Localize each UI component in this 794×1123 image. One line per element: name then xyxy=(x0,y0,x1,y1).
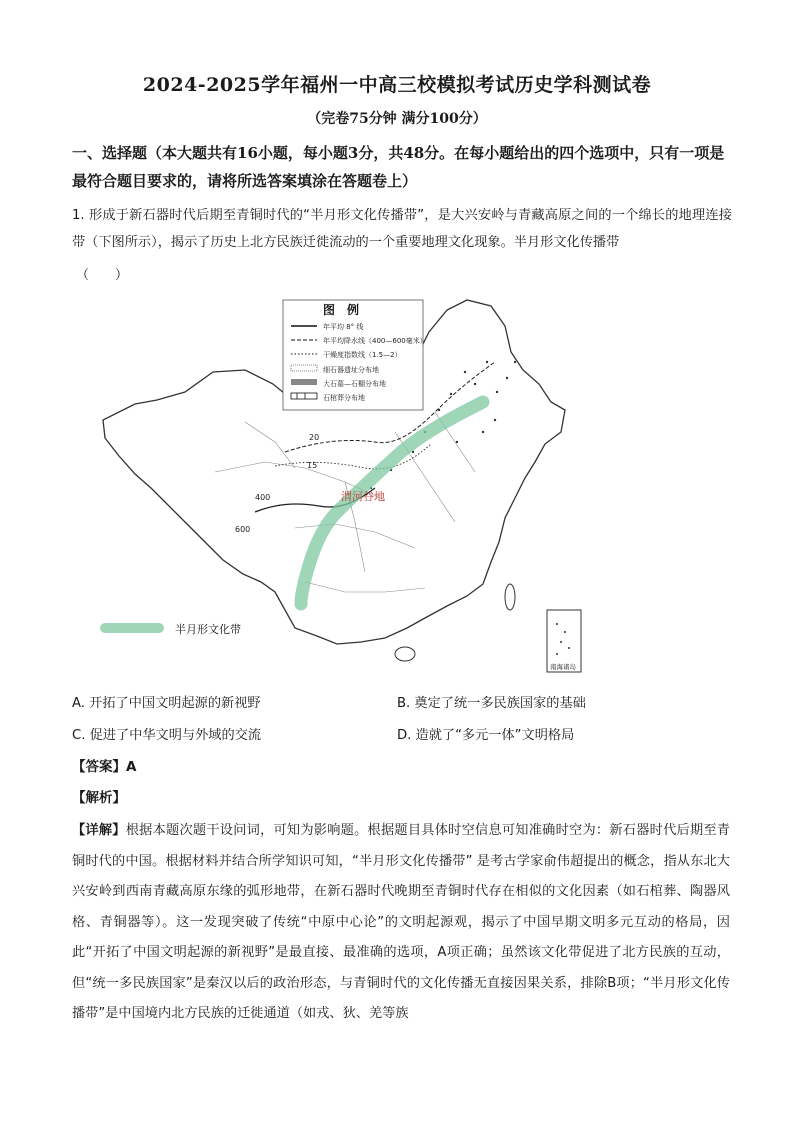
inset-label: 南海诸岛 xyxy=(550,663,576,671)
legend-item-4: 细石器遗址分布地 xyxy=(323,366,379,374)
legend-item-5: 大石墓—石棚分布地 xyxy=(323,380,386,388)
isoline-label-20: 20 xyxy=(309,433,320,442)
detail-text: 根据本题次题干设问词，可知为影响题。根据题目具体时空信息可知准确时空为：新石器时代后期至青铜时代的中国。根据材料并结合所学知识可知，“半月形文化传播带” 是考古学家俞伟超提出的概念，指从东北大兴安岭到西南青藏高原东缘的弧形地带，在新石器时代晚期至青铜时代存在相似的文化因素（如石棺葬、陶器风格、青铜器等）。这一发现突破了传统“中原中心论”的文明起源观，揭示了中国早期文明多元互动的格局，因此“开拓了中国文明起源的新视野”是最直接、最准确的选项，A项正确；虽然该文化带促进了北方民族的互动，但“统一多民族国家”是秦汉以后的政治形态，与青铜时代的文化传播无直接因果关系，排除B项；“半月形文化传播带”是中国境内北方民族的迁徙通道（如戎、狄、羌等族 xyxy=(72,823,730,1021)
legend-title: 图 例 xyxy=(323,303,360,317)
option-a[interactable]: A. 开拓了中国文明起源的新视野 xyxy=(72,696,261,711)
isoline-label-400: 400 xyxy=(255,493,271,502)
exam-title: 2024-2025学年福州一中高三校模拟考试历史学科测试卷 xyxy=(142,74,652,96)
region-label-weihe: 渭河谷地 xyxy=(341,490,385,503)
half-moon-band xyxy=(301,402,483,604)
taiwan-island xyxy=(505,584,515,610)
isoline-label-600: 600 xyxy=(235,525,251,534)
question-1-stem: 1. 形成于新石器时代后期至青铜时代的“半月形文化传播带”，是大兴安岭与青藏高原之间的一个绵长的地理连接带（下图所示），揭示了历史上北方民族迁徙流动的一个重要地理文化现象。半月形文化传播带 xyxy=(72,208,732,250)
isoline-label-15: 15 xyxy=(307,461,318,470)
detail-label: 【详解】 xyxy=(72,823,126,838)
band-legend-swatch xyxy=(100,623,164,633)
exam-subtitle: （完卷75分钟 满分100分） xyxy=(307,111,487,127)
option-d[interactable]: D. 造就了“多元一体”文明格局 xyxy=(397,728,575,743)
band-legend-label: 半月形文化带 xyxy=(175,623,241,636)
answer-line: 【答案】A xyxy=(72,759,137,775)
option-b[interactable]: B. 奠定了统一多民族国家的基础 xyxy=(397,696,586,711)
answer-blank: （ ） xyxy=(76,268,129,283)
legend-item-1: 年平均 8° 线 xyxy=(323,323,364,331)
half-moon-culture-map xyxy=(95,292,625,677)
legend-item-6: 石棺葬分布地 xyxy=(323,394,365,402)
section-heading: 一、选择题（本大题共有16小题，每小题3分，共48分。在每小题给出的四个选项中，只有一项是最符合题目要求的，请将所选答案填涂在答题卷上） xyxy=(72,144,725,190)
detail-paragraph xyxy=(72,816,730,1030)
analysis-heading: 【解析】 xyxy=(72,790,126,806)
hainan-island xyxy=(395,647,415,661)
option-c[interactable]: C. 促进了中华文明与外域的交流 xyxy=(72,728,262,743)
legend-item-3: 干燥度指数线（1.5—2） xyxy=(323,351,402,359)
legend-item-2: 年平均降水线（400—600毫米） xyxy=(323,337,427,345)
